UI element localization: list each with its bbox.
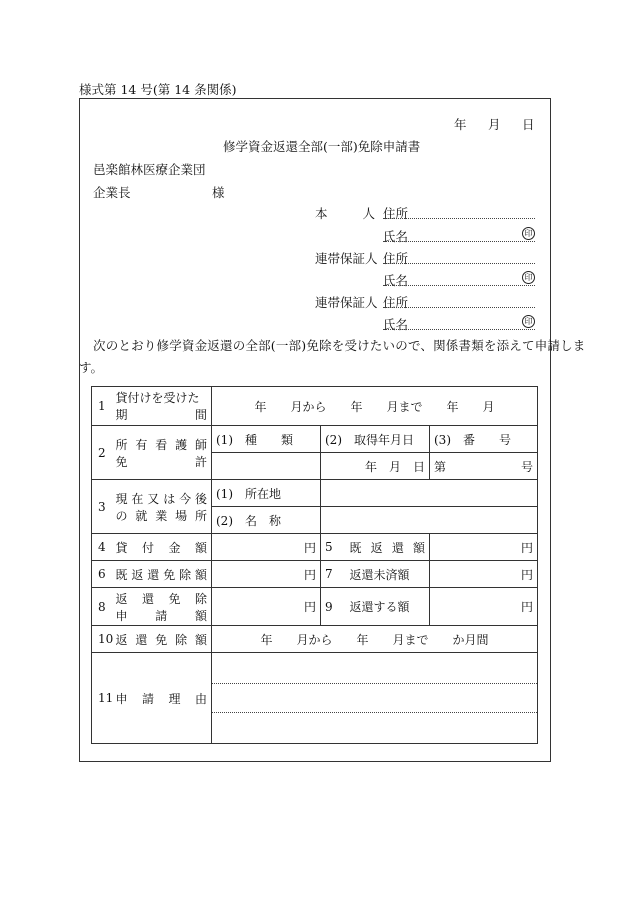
address-label: 住所 bbox=[383, 295, 409, 310]
row-number: 5 bbox=[321, 534, 346, 561]
requested-exemption-value[interactable]: 円 bbox=[212, 588, 321, 626]
application-reason-field[interactable] bbox=[212, 653, 538, 744]
reason-line[interactable] bbox=[212, 713, 537, 741]
applicant-role: 本人 bbox=[315, 206, 375, 221]
row-number: 4 bbox=[92, 534, 112, 561]
exemption-period-value[interactable]: 年 月から 年 月まで か月間 bbox=[212, 626, 538, 653]
exempted-amount-value[interactable]: 円 bbox=[212, 561, 321, 588]
name-label: 氏名 bbox=[383, 317, 409, 332]
date-day: 日 bbox=[522, 117, 535, 132]
license-number-header: (3) 番 号 bbox=[430, 426, 538, 453]
application-table bbox=[91, 386, 538, 744]
row-number: 2 bbox=[92, 426, 112, 480]
workplace-name-label: (2) 名 称 bbox=[212, 507, 321, 534]
row-number: 6 bbox=[92, 561, 112, 588]
reason-line[interactable] bbox=[212, 684, 537, 713]
row-number: 7 bbox=[321, 561, 346, 588]
workplace-name-value[interactable] bbox=[321, 507, 538, 534]
table-row bbox=[92, 588, 538, 626]
table-row bbox=[92, 480, 538, 507]
row-label: 所有看護師 免 許 bbox=[112, 426, 212, 480]
address-line[interactable] bbox=[383, 307, 535, 308]
name-label: 氏名 bbox=[383, 273, 409, 288]
loan-period-value[interactable]: 年 月から 年 月まで 年 月 bbox=[212, 387, 538, 426]
name-label: 氏名 bbox=[383, 229, 409, 244]
row-label: 貸付金額 bbox=[112, 534, 212, 561]
row-number: 8 bbox=[92, 588, 112, 626]
license-type-header: (1) 種 類 bbox=[212, 426, 321, 453]
address-line[interactable] bbox=[383, 218, 535, 219]
seal-icon: 印 bbox=[522, 271, 535, 284]
row-number: 10 bbox=[92, 626, 112, 653]
table-row bbox=[92, 387, 538, 426]
applicant-role: 連帯保証人 bbox=[315, 295, 378, 310]
addressee-position: 企業長 bbox=[93, 185, 131, 200]
loan-amount-value[interactable]: 円 bbox=[212, 534, 321, 561]
row-number: 3 bbox=[92, 480, 112, 534]
row-label: 既返還免除額 bbox=[112, 561, 212, 588]
table-row bbox=[92, 534, 538, 561]
addressee-org: 邑楽館林医療企業団 bbox=[93, 162, 206, 177]
name-line[interactable] bbox=[383, 329, 535, 330]
row-number: 11 bbox=[92, 653, 112, 744]
row-label: 現在又は今後 の就業場所 bbox=[112, 480, 212, 534]
form-label: 様式第 14 号(第 14 条関係) bbox=[79, 82, 237, 97]
table-row bbox=[92, 626, 538, 653]
repaid-amount-value[interactable]: 円 bbox=[430, 534, 538, 561]
reason-line[interactable] bbox=[212, 655, 537, 684]
statement-line-1: 次のとおり修学資金返還の全部(一部)免除を受けたいので、関係書類を添えて申請しま bbox=[93, 338, 586, 353]
name-line[interactable] bbox=[383, 241, 535, 242]
row-label: 返還免除額 bbox=[112, 626, 212, 653]
date-month: 月 bbox=[488, 117, 501, 132]
date-year: 年 bbox=[454, 117, 467, 132]
row-number: 9 bbox=[321, 588, 346, 626]
page-title: 修学資金返還全部(一部)免除申請書 bbox=[223, 139, 421, 154]
applicant-role: 連帯保証人 bbox=[315, 251, 378, 266]
workplace-address-value[interactable] bbox=[321, 480, 538, 507]
unpaid-amount-value[interactable]: 円 bbox=[430, 561, 538, 588]
name-line[interactable] bbox=[383, 285, 535, 286]
acquisition-date-header: (2) 取得年月日 bbox=[321, 426, 430, 453]
license-number-value[interactable]: 第 号 bbox=[430, 453, 538, 480]
table-row bbox=[92, 561, 538, 588]
row-number: 1 bbox=[92, 387, 112, 426]
address-label: 住所 bbox=[383, 206, 409, 221]
statement-line-2: す。 bbox=[79, 360, 104, 375]
address-line[interactable] bbox=[383, 263, 535, 264]
seal-icon: 印 bbox=[522, 315, 535, 328]
row-label: 返還未済額 bbox=[346, 561, 430, 588]
table-row bbox=[92, 653, 538, 744]
seal-icon: 印 bbox=[522, 227, 535, 240]
table-row bbox=[92, 426, 538, 453]
row-label: 返還する額 bbox=[346, 588, 430, 626]
row-label: 貸付けを受けた 期 間 bbox=[112, 387, 212, 426]
workplace-address-label: (1) 所在地 bbox=[212, 480, 321, 507]
amount-to-repay-value[interactable]: 円 bbox=[430, 588, 538, 626]
addressee-honorific: 様 bbox=[212, 185, 225, 200]
acquisition-date-value[interactable]: 年 月 日 bbox=[321, 453, 430, 480]
row-label: 返還免除 申請額 bbox=[112, 588, 212, 626]
license-type-value[interactable] bbox=[212, 453, 321, 480]
row-label: 申請理由 bbox=[112, 653, 212, 744]
address-label: 住所 bbox=[383, 251, 409, 266]
row-label: 既返還額 bbox=[346, 534, 430, 561]
